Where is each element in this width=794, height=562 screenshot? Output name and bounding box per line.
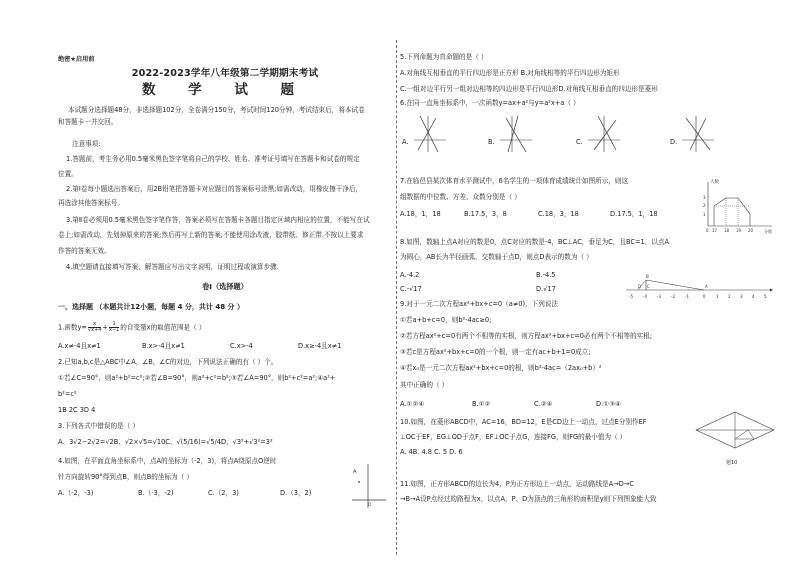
q9-statement-1: ①若a+b+c=0，则b²-4ac≥0; bbox=[400, 316, 492, 324]
q7-score-figure bbox=[698, 176, 778, 236]
note-4: 4.填空题请直接填写答案，解答题应写出文字说明，证明过程或演算步骤. bbox=[66, 263, 279, 271]
q8-tick-0: 0 bbox=[703, 294, 706, 299]
q8-tick-m5: -5 bbox=[629, 294, 633, 299]
q7-ytick-1: 1 bbox=[703, 212, 706, 217]
subject-title: 数 学 试 题 bbox=[141, 82, 309, 98]
q9-option-a: A.①②④ bbox=[400, 400, 425, 408]
note-1a: 1.答题前，考生务必用0.5毫米黑色签字笔将自己的学校、姓名、准考证号填写在答题卡和试卷的规定 bbox=[66, 155, 360, 163]
volume-1-heading: 卷Ⅰ（选择题） bbox=[202, 282, 248, 291]
question-4: 4.如图，在平面直角坐标系中，点A的坐标为（-2，3)，将点A绕原点O逆时 bbox=[58, 457, 277, 465]
question-7-cont: 组数据的中位数、方差、众数分别是（ ） bbox=[400, 193, 521, 201]
q4-label-origin: O bbox=[368, 502, 372, 507]
q4-option-c: C.（2，3) bbox=[208, 489, 239, 497]
q8-option-a: A.-4.2 bbox=[400, 271, 420, 279]
question-1 bbox=[58, 322, 205, 333]
q9-option-c: C.②④ bbox=[534, 400, 553, 408]
q8-tick-m1: -1 bbox=[685, 294, 689, 299]
intro-line-2: 和答题卡一并交回。 bbox=[58, 118, 118, 126]
q1-option-c: C.x>-4 bbox=[230, 342, 253, 350]
q7-tick-18: 18 bbox=[724, 228, 730, 233]
q8-tick-4: 4 bbox=[752, 294, 755, 299]
q6-label-a: A. bbox=[402, 138, 409, 146]
q1-option-d: D.x≥-4且x≠1 bbox=[298, 342, 342, 350]
q7-ylabel: 人数 bbox=[710, 180, 719, 185]
question-10-cont: ⊥OC于EF，EG⊥OD于点F，EF⊥OC于点G，连接FG，则FG的最小值为（ ） bbox=[400, 433, 627, 441]
q1-frac1-num: x bbox=[88, 322, 102, 328]
question-4-cont: 针方向旋转90°得到点B，则点B的坐标为（ ） bbox=[58, 473, 193, 481]
q4-label-a: A bbox=[353, 469, 357, 475]
q1-fraction-2 bbox=[109, 322, 119, 333]
q7-ytick-3: 3 bbox=[703, 195, 706, 200]
q1-tail: 的自变量x的取值范围是（ ） bbox=[120, 323, 206, 332]
q1-plus: + bbox=[102, 323, 108, 332]
secret-label: 绝密★启用前 bbox=[58, 56, 95, 63]
q4-point-a bbox=[358, 481, 360, 483]
q4-option-d: D.（3，2) bbox=[280, 489, 312, 497]
q8-option-b: B.-4.5 bbox=[536, 271, 556, 279]
question-10: 10.如图，在菱形ABCD中，AC=16，BD=12，E是CD边上一动点，过点E分别作EF bbox=[400, 418, 647, 426]
exam-title: 2022-2023学年八年级第二学期期末考试 bbox=[131, 68, 319, 79]
q4-option-a: A.（-2，-3) bbox=[58, 489, 94, 497]
q8-option-c: C.-√17 bbox=[400, 285, 422, 293]
note-1b: 位置。 bbox=[58, 170, 78, 178]
q8-label-c: C bbox=[647, 284, 650, 289]
q7-option-d: D.17.5，1，18 bbox=[610, 210, 658, 218]
q1-frac1-den: √x+4 bbox=[87, 327, 102, 333]
q1-frac2-den: x−1 bbox=[108, 327, 120, 333]
q2-statements: ①若∠C=90°，则a²+b²=c²;②若∠B=90°，则a²+c²=b²;③若∠A=90°，则b²+c²=a²;④a²+ bbox=[58, 374, 336, 382]
q7-option-b: B.17.5，3，8 bbox=[464, 210, 507, 218]
part-1-heading: 一、选择题 （本题共计12小题，每题 4 分，共计 48 分 ） bbox=[58, 303, 244, 311]
q9-statement-2: ②若方程ax²+c=0有两个不相等的实根，则方程ax²+bx+c=0必有两个不相等的实根; bbox=[400, 332, 653, 340]
q4-coordinate-figure bbox=[348, 460, 388, 510]
q5-options-ab: A.对角线互相垂直的平行四边形是正方形 B.对角线相等的平行四边形为矩形 bbox=[400, 69, 620, 77]
note-2b: 再选涂其他答案标号。 bbox=[58, 199, 124, 207]
q1-option-a: A.x≠-4且x≠1 bbox=[58, 342, 101, 350]
q1-fraction-1 bbox=[88, 322, 102, 333]
column-divider bbox=[396, 40, 397, 555]
q8-label-a: A bbox=[705, 284, 708, 289]
q3-options: A、3√2−2√2=√2B、√2×√5=√10C、√(5/16)=√5/4D、√3²+√3²=3² bbox=[58, 438, 273, 446]
note-2a: 2.第Ⅰ卷每小题选出答案后，用2B铅笔把答题卡对应题目的答案标号涂黑;如需改动，用橡皮擦干净后， bbox=[66, 185, 363, 193]
q8-tick-m4: -4 bbox=[643, 294, 647, 299]
question-3: 3.下列各式中错误的是（ ） bbox=[58, 422, 139, 430]
question-5: 5.下列命题为真命题的是（ ） bbox=[400, 53, 488, 61]
question-9: 9.对于一元二次方程ax²+bx+c=0（a≠0)，下列说法 bbox=[400, 300, 559, 308]
question-8: 8.如图，数轴上点A对应的数是0，点C对应的数是-4，BC⊥AC，垂足为C，且BC=1，以点A bbox=[400, 238, 669, 246]
q8-tick-m3: -3 bbox=[657, 294, 661, 299]
q9-option-d: D.①③④ bbox=[596, 400, 621, 408]
q8-label-d: D bbox=[638, 284, 642, 289]
note-3a: 3.第Ⅱ卷必须用0.5毫米黑色签字笔作答，答案必须写在答题卡各题目指定区域内相应的位置，不能写在试 bbox=[66, 216, 370, 224]
notes-title: 注意事项: bbox=[72, 140, 101, 148]
question-2: 2.已知a,b,c是△ABC中∠A，∠B，∠C的对边，下列说法正确的有（ ）个。 bbox=[58, 358, 278, 366]
q8-number-line bbox=[624, 268, 774, 302]
q7-tick-20: 20 bbox=[748, 228, 754, 233]
q8-tick-2: 2 bbox=[728, 294, 731, 299]
q6-graph-b bbox=[498, 114, 534, 154]
q2-options: 1B 2C 3D 4 bbox=[58, 406, 96, 414]
q4-option-b: B.（-3，-2) bbox=[138, 489, 174, 497]
q1-lead: 1.函数y= bbox=[58, 323, 87, 332]
q6-graph-d bbox=[680, 114, 716, 154]
q9-statement-3: ③若c是方程ax²+bx+c=0的一个根，则一定有ac+b+1=0成立; bbox=[400, 348, 591, 356]
question-11-cont: →B→A设P点经过的路程为x，以点A、P、D为顶点的三角形的面积是y则下列图象能大致 bbox=[400, 495, 657, 503]
q7-xlabel: 分数 bbox=[764, 229, 772, 234]
q8-label-b: B bbox=[646, 274, 649, 279]
question-6: 6.在同一直角坐标系中，一次函数y=ax+a²与y=a²x+a（ ） bbox=[400, 99, 580, 107]
q7-option-c: C.18，3，18 bbox=[538, 210, 579, 218]
q7-score-shape bbox=[714, 198, 750, 226]
q7-option-a: A.18，1，18 bbox=[400, 210, 441, 218]
q10-rhombus-figure bbox=[692, 408, 778, 466]
q10-options: A. 4B. 4.8 C. 5 D. 6 bbox=[400, 448, 463, 456]
q10-caption: 题10 bbox=[726, 460, 738, 466]
q6-graph-a bbox=[412, 114, 448, 154]
q8-option-d: D.√17 bbox=[536, 285, 556, 293]
q8-tick-1: 1 bbox=[716, 294, 719, 299]
q7-tick-17: 17 bbox=[712, 228, 718, 233]
q5-options-cd: C.一组对边平行另一组对边相等的四边形是平行四边形D.对角线互相垂直的四边形是菱形 bbox=[400, 85, 658, 93]
intro-line-1: 本试题分选择题48分，非选择题102分，全卷满分150分，考试时间120分钟，考试结束后，将本试卷 bbox=[68, 106, 365, 114]
q1-option-b: B.x>-4且x≠1 bbox=[142, 342, 185, 350]
q8-tick-5: 5 bbox=[764, 294, 767, 299]
q1-frac2-num: 1 bbox=[109, 322, 119, 328]
q2-statements-tail: b²=c² bbox=[58, 390, 77, 398]
q8-tick-m2: -2 bbox=[671, 294, 675, 299]
q7-tick-0: 0 bbox=[706, 228, 709, 233]
question-11: 11.如图，正方形ABCD的边长为4，P为正方形边上一动点，运动路线是A→D→C bbox=[400, 480, 634, 488]
q9-option-b: B.①② bbox=[472, 400, 491, 408]
note-3c: 作答的答案无效。 bbox=[58, 247, 111, 255]
q6-label-c: C. bbox=[576, 138, 583, 146]
question-7: 7.在临邑县某次体育水平测试中，6名学生的一项体育成绩统计如图所示，则这 bbox=[400, 177, 629, 185]
q6-graph-c bbox=[586, 114, 622, 154]
q7-ytick-2: 2 bbox=[703, 203, 706, 208]
q8-tick-3: 3 bbox=[740, 294, 743, 299]
q6-label-b: B. bbox=[488, 138, 495, 146]
q9-statement-4: ④若x₀是一元二次方程ax²+bx+c=0的根，则b²-4ac=（2ax₀+b）² bbox=[400, 364, 602, 372]
question-8-cont: 为圆心，AB长为半径画弧，交数轴于点D，则点D表示的数为（ ） bbox=[400, 253, 593, 261]
note-3b: 卷上;如需改动，先划掉原来的答案;然后再写上新的答案;不能使用涂改液、胶带纸、修正带.不按以上要求 bbox=[58, 231, 364, 239]
q9-ask: 其中正确的（ ） bbox=[400, 381, 449, 389]
q7-tick-19: 19 bbox=[736, 228, 742, 233]
q6-label-d: D. bbox=[670, 138, 678, 146]
